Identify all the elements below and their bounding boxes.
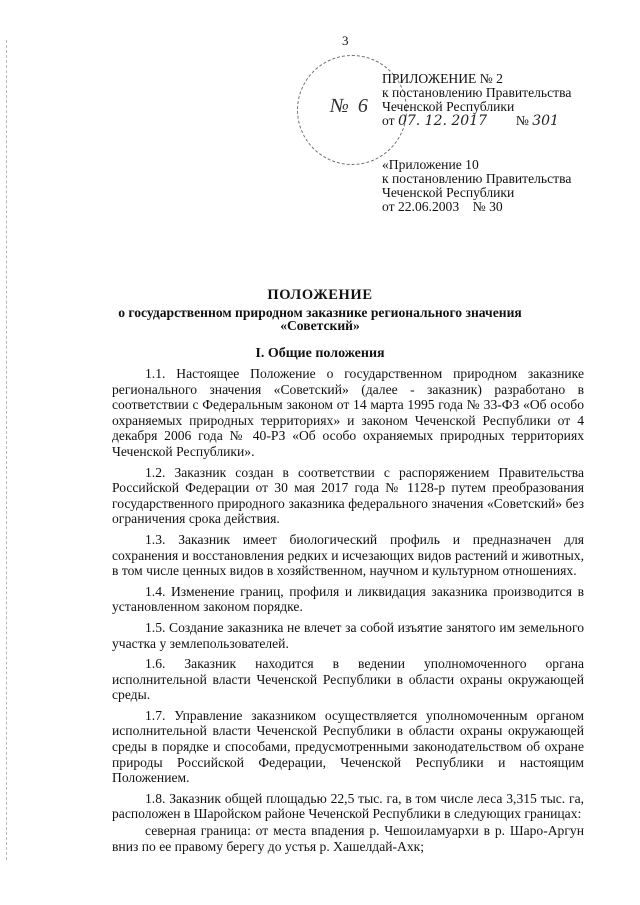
paragraph-north-border: северная граница: от места впадения р. Чешоиламуархи в р. Шаро-Аргун вниз по ее правому берегу до устья р. Хашелдай-Ахк; [112,823,584,854]
annex-2-header [382,72,571,128]
handwritten-date: 07. 12. 2017 [397,113,488,129]
annex-10-line2: к постановлению Правительства [382,171,572,186]
section-heading: I. Общие положения [255,346,385,361]
paragraph-1-7: 1.7. Управление заказником осуществляется уполномоченным органом исполнительной власти Чеченской Республики в области охраны окружающей среды в порядке и способами, предусмотренными законодательством об охране природы Российской Федерации, Чеченской Республики и настоящим Положением. [112,707,584,786]
annex-2-line2: к постановлению Правительства [382,85,572,100]
page-number: 3 [342,33,349,48]
subtitle-line1: о государственном природном заказнике регионального значения [118,305,522,320]
document-body [112,366,584,859]
handwritten-number: 301 [532,113,559,129]
paragraph-1-5: 1.5. Создание заказника не влечет за собой изъятие занятого им земельного участка у землепользователей. [112,619,584,651]
paragraph-1-4: 1.4. Изменение границ, профиля и ликвидация заказника производится в установленном законом порядке. [112,583,584,615]
date-prefix: от [382,113,395,128]
document-subtitle [0,306,640,332]
stamp-number: № 6 [330,95,370,117]
paragraph-1-2: 1.2. Заказник создан в соответствии с распоряжением Правительства Российской Федерации от 30 мая 2017 года № 1128-р путем преобразования государственного природного заказника федерального значения «Советский» без ограничения срока действия. [112,464,584,527]
annex-2-title: ПРИЛОЖЕНИЕ № 2 [382,71,503,86]
scan-margin-marks [6,40,13,860]
annex-2-date-line [382,114,571,128]
annex-10-line3: Чеченской Республики [382,185,515,200]
paragraph-1-8: 1.8. Заказник общей площадью 22,5 тыс. га, в том числе леса 3,315 тыс. га, расположен в Шаройском районе Чеченской Республики в следующих границах: [112,790,584,822]
document-title: ПОЛОЖЕНИЕ [267,287,373,303]
annex-10-header [382,158,571,214]
paragraph-1-6: 1.6. Заказник находится в ведении уполномоченного органа исполнительной власти Чеченской Республики в области охраны окружающей среды. [112,656,584,703]
annex-10-title: «Приложение 10 [382,157,479,172]
subtitle-line2: «Советский» [280,318,360,333]
paragraph-1-1: 1.1. Настоящее Положение о государственном природном заказнике регионального значения «Советский» (далее - заказник) разработано в соответствии с Федеральным законом от 14 марта 1995 года № 33-ФЗ «Об особо охраняемых природных территориях» и законом Чеченской Республики от 4 декабря 2006 года № 40-РЗ «Об особо охраняемых природных территориях Чеченской Республики». [112,366,584,459]
paragraph-1-3: 1.3. Заказник имеет биологический профиль и предназначен для сохранения и восстановления редких и исчезающих видов растений и животных, в том числе ценных видов в хозяйственном, научном и культурном отношениях. [112,531,584,579]
annex-10-line4: от 22.06.2003 № 30 [382,199,503,214]
number-prefix: № [515,113,529,128]
annex-2-line3: Чеченской Республики [382,99,515,114]
